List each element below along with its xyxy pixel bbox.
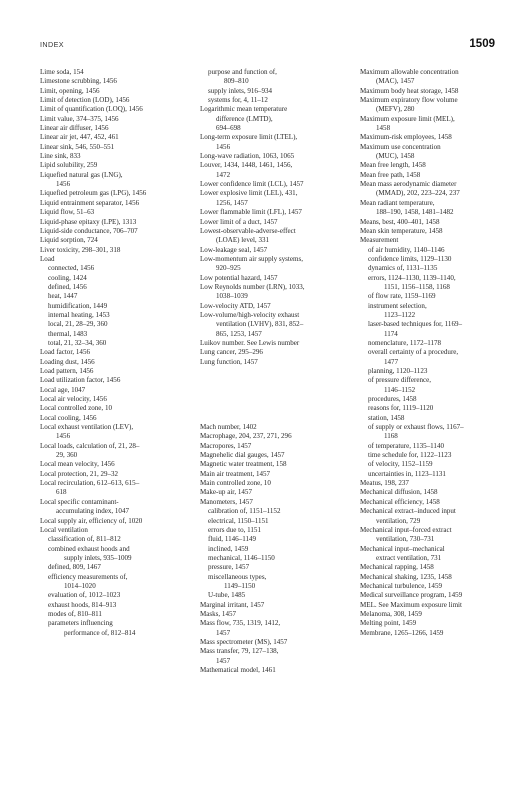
index-column-2 (200, 68, 355, 675)
index-subentry: overall certainty of a procedure, (368, 348, 459, 357)
index-subentry: 809–810 (224, 77, 249, 86)
index-entry: Limestone scrubbing, 1456 (40, 77, 117, 86)
index-subentry: 1168 (384, 432, 398, 441)
index-entry: Local exhaust ventilation (LEV), (40, 423, 134, 432)
index-subentry: ventilation, 729 (376, 516, 421, 525)
index-entry: Mathematical model, 1461 (200, 666, 276, 674)
index-entry: Local age, 1047 (40, 385, 86, 394)
index-subentry: mechanical, 1146–1150 (208, 553, 275, 562)
index-entry: Liquid flow, 51–63 (40, 208, 95, 217)
index-entry: Liquefied natural gas (LNG), (40, 170, 123, 179)
index-entry: Mechanical input–mechanical (360, 544, 445, 553)
index-subentry: extract ventilation, 731 (376, 553, 442, 562)
index-entry: Low-momentum air supply systems, (200, 254, 303, 263)
index-subentry: difference (LMTD), (216, 114, 273, 123)
index-subentry: electrical, 1150–1151 (208, 516, 269, 525)
index-subentry: accumulating index, 1047 (56, 507, 129, 516)
index-subentry: of temperature, 1135–1140 (368, 441, 444, 450)
index-subentry: (MAC), 1457 (376, 77, 415, 86)
index-entry: Linear air jet, 447, 452, 461 (40, 133, 119, 142)
index-subentry: 1457 (216, 656, 231, 665)
index-entry: Long-wave radiation, 1063, 1065 (200, 152, 295, 161)
index-entry: Limit value, 374–375, 1456 (40, 114, 119, 123)
index-entry: Maximum exposure limit (MEL), (360, 114, 455, 123)
index-entry: Mean free length, 1458 (360, 161, 426, 170)
index-entry: Mean skin temperature, 1458 (360, 226, 443, 235)
index-subentry: (MEFV), 280 (376, 105, 415, 114)
index-entry: Liver toxicity, 298–301, 318 (40, 245, 121, 254)
index-subentry: supply inlets, 935–1009 (64, 553, 132, 562)
index-subentry: fluid, 1146–1149 (208, 535, 257, 544)
index-entry: Load factor, 1456 (40, 348, 91, 357)
index-entry: Liquid entrainment separator, 1456 (40, 198, 140, 207)
index-entry: Maximum allowable concentration (360, 68, 459, 76)
index-entry: Make-up air, 1457 (200, 488, 252, 497)
index-entry: Limit of quantification (LOQ), 1456 (40, 105, 143, 114)
index-subentry: of flow rate, 1159–1169 (368, 292, 436, 301)
index-entry: Low-leakage seal, 1457 (200, 245, 268, 254)
index-entry: Local specific contaminant- (40, 497, 119, 506)
index-subentry: of velocity, 1152–1159 (368, 460, 433, 469)
running-header (40, 38, 495, 54)
index-subentry: 1256, 1457 (216, 198, 248, 207)
index-subentry: cooling, 1424 (48, 273, 87, 282)
index-subentry: 1038–1039 (216, 292, 248, 301)
index-entry: Lung cancer, 295–296 (200, 348, 263, 357)
index-subentry: 1456 (216, 142, 231, 151)
index-subentry: performance of, 812–814 (64, 628, 136, 637)
index-subentry: connected, 1456 (48, 264, 95, 273)
index-entry: Marginal irritant, 1457 (200, 600, 265, 609)
index-entry: Mean free path, 1458 (360, 170, 421, 179)
index-subentry: planning, 1120–1123 (368, 367, 428, 375)
index-entry: Mean mass aerodynamic diameter (360, 180, 457, 189)
index-entry: Local supply air, efficiency of, 1020 (40, 516, 143, 525)
index-subentry: systems for, 4, 11–12 (208, 96, 268, 105)
index-entry: Load pattern, 1456 (40, 367, 94, 375)
index-entry: Liquid sorption, 724 (40, 236, 98, 245)
index-subentry: 920–925 (216, 264, 241, 273)
index-entry: Maximum use concentration (360, 142, 441, 151)
index-subentry: pressure, 1457 (208, 563, 250, 572)
index-entry: Local mean velocity, 1456 (40, 460, 115, 469)
index-entry: Mass flow, 735, 1319, 1412, (200, 619, 281, 628)
index-subentry: parameters influencing (48, 619, 113, 628)
index-entry: Maximum body heat storage, 1458 (360, 86, 459, 95)
index-subentry: errors, 1124–1130, 1139–1140, (368, 273, 456, 282)
page-number: 1509 (469, 38, 495, 50)
index-entry: Medical surveillance program, 1459 (360, 591, 463, 600)
index-entry: Linear air diffuser, 1456 (40, 124, 109, 133)
index-entry: Low Reynolds number (LRN), 1033, (200, 282, 305, 291)
index-entry: Mechanical extract–induced input (360, 507, 456, 516)
index-entry: Melting point, 1459 (360, 619, 417, 628)
index-subentry: miscellaneous types, (208, 572, 267, 581)
index-entry: Lower confidence limit (LCL), 1457 (200, 180, 304, 189)
index-entry: Macrophage, 204, 237, 271, 296 (200, 432, 292, 441)
index-subentry: 1174 (384, 329, 398, 338)
index-subentry: heat, 1447 (48, 292, 78, 301)
index-entry: Linear sink, 546, 550–551 (40, 142, 115, 151)
index-subentry: uncertainties in, 1123–1131 (368, 469, 446, 478)
index-subentry: (MMAD), 202, 223–224, 237 (376, 189, 460, 198)
index-subentry: 1456 (56, 432, 71, 441)
index-entry: Lime soda, 154 (40, 68, 84, 76)
index-entry: Mechanical input–forced extract (360, 525, 452, 534)
index-entry: Louver, 1434, 1448, 1461, 1456, (200, 161, 293, 170)
index-subentry: defined, 809, 1467 (48, 563, 101, 572)
index-entry: Loading dust, 1456 (40, 357, 95, 366)
index-subentry: ventilation (LVHV), 831, 852– (216, 320, 304, 329)
index-subentry: 1456 (56, 180, 71, 189)
index-entry: Limit of detection (LOD), 1456 (40, 96, 130, 105)
index-entry: Magnetic water treatment, 158 (200, 460, 287, 469)
index-column-1 (40, 68, 195, 638)
index-entry: Maximum expiratory flow volume (360, 96, 458, 105)
index-subentry: 694–698 (216, 124, 241, 133)
index-entry: Mach number, 1402 (200, 423, 257, 432)
index-entry: Lung function, 1457 (200, 357, 258, 366)
index-subentry: of air humidity, 1140–1146 (368, 245, 445, 254)
index-entry: Mechanical turbulence, 1459 (360, 581, 442, 590)
index-spacer (200, 376, 355, 385)
index-subentry: confidence limits, 1129–1130 (368, 254, 452, 263)
index-entry: Local loads, calculation of, 21, 28– (40, 441, 140, 450)
running-title: INDEX (40, 40, 64, 49)
index-entry: Main controlled zone, 10 (200, 479, 271, 488)
index-subentry: U-tube, 1485 (208, 591, 246, 600)
index-entry: Liquid-side conductance, 706–707 (40, 226, 138, 235)
index-entry: Low-volume/high-velocity exhaust (200, 310, 300, 319)
index-entry: Long-term exposure limit (LTEL), (200, 133, 298, 142)
index-subentry: thermal, 1483 (48, 329, 88, 338)
index-entry: Membrane, 1265–1266, 1459 (360, 628, 444, 637)
index-entry: Mass spectrometer (MS), 1457 (200, 637, 288, 646)
index-entry: Local recirculation, 612–613, 615– (40, 479, 140, 488)
index-subentry: purpose and function of, (208, 68, 277, 76)
index-entry: Means, best, 400–401, 1458 (360, 217, 440, 226)
index-entry: Lower limit of a duct, 1457 (200, 217, 278, 226)
index-entry: Mechanical diffusion, 1458 (360, 488, 438, 497)
index-subentry: (MUC), 1458 (376, 152, 415, 161)
index-entry: Lowest-observable-adverse-effect (200, 226, 296, 235)
index-subentry: nomenclature, 1172–1178 (368, 338, 442, 347)
index-subentry: of supply or exhaust flows, 1167– (368, 423, 464, 432)
index-entry: Melanoma, 308, 1459 (360, 609, 422, 618)
index-subentry: 865, 1253, 1457 (216, 329, 262, 338)
index-subentry: inclined, 1459 (208, 544, 249, 553)
index-entry: Mechanical efficiency, 1458 (360, 497, 440, 506)
index-subentry: combined exhaust hoods and (48, 544, 130, 553)
index-subentry: humidification, 1449 (48, 301, 108, 310)
index-subentry: internal heating, 1453 (48, 310, 110, 319)
index-entry: Macropores, 1457 (200, 441, 252, 450)
index-subentry: laser-based techniques for, 1169– (368, 320, 463, 329)
index-entry: Maximum-risk employees, 1458 (360, 133, 452, 142)
index-entry: Lower flammable limit (LFL), 1457 (200, 208, 302, 217)
index-subentry: 1151, 1156–1158, 1168 (384, 282, 450, 291)
index-subentry: 1149–1150 (224, 581, 256, 590)
index-entry: Line sink, 833 (40, 152, 81, 161)
index-subentry: 29, 360 (56, 451, 78, 460)
index-entry: Liquefied petroleum gas (LPG), 1456 (40, 189, 147, 198)
index-entry: Local protection, 21, 29–32 (40, 469, 119, 478)
index-entry: Limit, opening, 1456 (40, 86, 100, 95)
index-entry: Low potential hazard, 1457 (200, 273, 278, 282)
index-entry: Local controlled zone, 10 (40, 404, 113, 413)
index-subentry: of pressure difference, (368, 376, 432, 385)
index-subentry: 188–190, 1458, 1481–1482 (376, 208, 454, 217)
index-spacer (200, 367, 355, 376)
index-entry: Lipid solubility, 259 (40, 161, 98, 170)
index-subentry: dynamics of, 1131–1135 (368, 264, 438, 273)
index-subentry: 1014–1020 (64, 581, 96, 590)
index-entry: Local ventilation (40, 525, 88, 534)
index-subentry: procedures, 1458 (368, 395, 417, 404)
index-spacer (200, 404, 355, 413)
index-subentry: 1123–1122 (384, 310, 416, 319)
index-subentry: ventilation, 730–731 (376, 535, 435, 544)
index-entry: Luikov number. See Lewis number (200, 338, 300, 347)
index-entry: Low-velocity ATD, 1457 (200, 301, 271, 310)
index-subentry: efficiency measurements of, (48, 572, 128, 581)
index-subentry: time schedule for, 1122–1123 (368, 451, 452, 460)
index-subentry: errors due to, 1151 (208, 525, 261, 534)
index-entry: Mechanical shaking, 1235, 1458 (360, 572, 452, 581)
index-entry: Local air velocity, 1456 (40, 395, 107, 404)
index-entry: Mechanical rapping, 1458 (360, 563, 434, 572)
index-entry: Meatus, 198, 237 (360, 479, 409, 488)
index-subentry: defined, 1456 (48, 282, 87, 291)
index-subentry: (LOAE) level, 331 (216, 236, 270, 245)
index-entry: Measurement (360, 236, 399, 245)
index-entry: Magnehelic dial gauges, 1457 (200, 451, 285, 460)
index-subentry: 1458 (376, 124, 391, 133)
index-subentry: supply inlets, 916–934 (208, 86, 273, 95)
index-entry: Local cooling, 1456 (40, 413, 97, 422)
index-subentry: modes of, 810–811 (48, 609, 102, 618)
index-spacer (200, 414, 355, 423)
index-entry: Mass transfer, 79, 127–138, (200, 647, 279, 656)
index-entry: Masks, 1457 (200, 609, 237, 618)
index-entry: Main air treatment, 1457 (200, 469, 271, 478)
index-entry: Mean radiant temperature, (360, 198, 435, 207)
index-spacer (200, 395, 355, 404)
index-spacer (200, 386, 355, 395)
index-entry: Liquid-phase epitaxy (LPE), 1313 (40, 217, 137, 226)
index-column-3 (360, 68, 515, 638)
index-entry: Manometers, 1457 (200, 497, 253, 506)
index-subentry: calibration of, 1151–1152 (208, 507, 281, 516)
index-subentry: 618 (56, 488, 67, 497)
index-subentry: station, 1458 (368, 413, 405, 422)
index-subentry: exhaust hoods, 814–913 (48, 600, 117, 609)
index-subentry: total, 21, 32–34, 360 (48, 338, 107, 347)
index-subentry: evaluation of, 1012–1023 (48, 591, 121, 600)
index-entry: Logarithmic mean temperature (200, 105, 288, 114)
index-subentry: 1146–1152 (384, 385, 416, 394)
index-subentry: local, 21, 28–29, 360 (48, 320, 108, 329)
index-subentry: instrument selection, (368, 301, 427, 310)
index-subentry: reasons for, 1119–1120 (368, 404, 434, 413)
index-entry: Lower explosive limit (LEL), 431, (200, 189, 298, 198)
index-subentry: classification of, 811–812 (48, 535, 121, 544)
index-entry: MEL. See Maximum exposure limit (360, 600, 462, 609)
index-entry: Load (40, 254, 55, 263)
index-subentry: 1477 (384, 357, 399, 366)
index-subentry: 1472 (216, 170, 231, 179)
index-entry: Load utilization factor, 1456 (40, 376, 121, 385)
index-subentry: 1457 (216, 628, 231, 637)
